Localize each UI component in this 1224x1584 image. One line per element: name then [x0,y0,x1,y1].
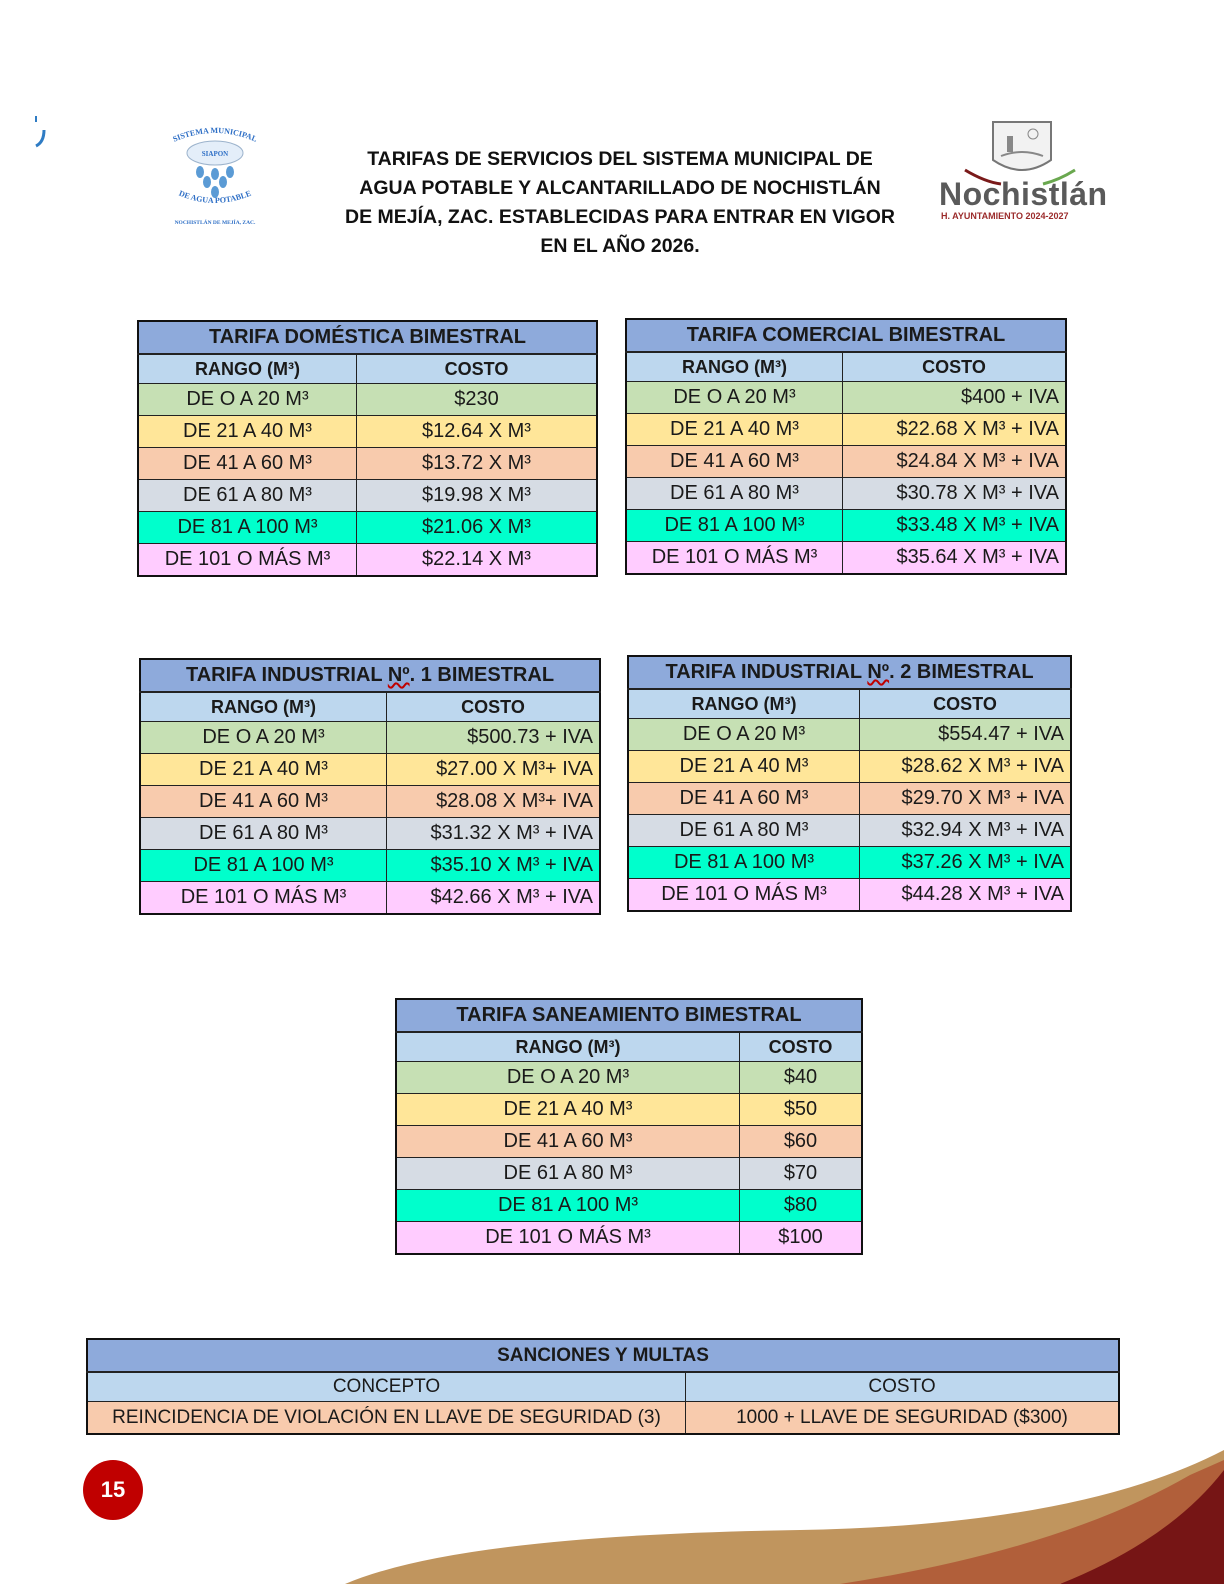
tarifa-comercial-table [625,318,1067,575]
table-title: TARIFA COMERCIAL BIMESTRAL [626,319,1066,352]
range-cell: DE 101 O MÁS M³ [626,542,843,575]
range-cell: DE 101 O MÁS M³ [628,879,860,912]
range-cell: DE 61 A 80 M³ [626,478,843,510]
table-row [628,847,1071,879]
column-header-range: RANGO (M³) [628,689,860,719]
concept-cell: REINCIDENCIA DE VIOLACIÓN EN LLAVE DE SEGURIDAD (3) [87,1402,686,1435]
table-row [396,1094,862,1126]
table-row [626,510,1066,542]
cost-cell: $19.98 X M³ [357,480,598,512]
range-cell: DE 81 A 100 M³ [396,1190,740,1222]
tarifa-industrial-2-table [627,655,1072,912]
cost-cell: $230 [357,384,598,416]
table-row [396,1062,862,1094]
cost-cell: $40 [740,1062,863,1094]
table-title: TARIFA SANEAMIENTO BIMESTRAL [396,999,862,1032]
range-cell: DE 101 O MÁS M³ [138,544,357,577]
cost-cell: $50 [740,1094,863,1126]
table-row [140,754,600,786]
table-row [396,1158,862,1190]
range-cell: DE 61 A 80 M³ [396,1158,740,1190]
cost-cell: $27.00 X M³+ IVA [387,754,601,786]
table-title: TARIFA INDUSTRIAL Nº. 2 BIMESTRAL [628,656,1071,689]
range-cell: DE 41 A 60 M³ [138,448,357,480]
table-row [138,448,597,480]
table-row [396,1222,862,1255]
cost-cell: $70 [740,1158,863,1190]
page-number-badge: 15 [83,1460,143,1520]
range-cell: DE 41 A 60 M³ [140,786,387,818]
range-cell: DE 81 A 100 M³ [140,850,387,882]
range-cell: DE O A 20 M³ [396,1062,740,1094]
table-row [140,882,600,915]
range-cell: DE 21 A 40 M³ [138,416,357,448]
column-header-range: RANGO (M³) [138,354,357,384]
sanciones-multas-table [86,1338,1120,1435]
cost-cell: $554.47 + IVA [860,719,1072,751]
table-row [396,1126,862,1158]
table-row [138,544,597,577]
cost-cell: $100 [740,1222,863,1255]
column-header-range: RANGO (M³) [396,1032,740,1062]
corner-mark-icon [30,112,50,152]
table-row [138,384,597,416]
column-header-concept: CONCEPTO [87,1372,686,1402]
page-title: TARIFAS DE SERVICIOS DEL SISTEMA MUNICIPAL DE AGUA POTABLE Y ALCANTARILLADO DE NOCHISTLÁN DE MEJÍA, ZAC. ESTABLECIDAS PARA ENTRAR EN VIGOR EN EL AÑO 2026. [345,148,896,257]
table-row [626,382,1066,414]
range-cell: DE 21 A 40 M³ [140,754,387,786]
table-row [628,751,1071,783]
table-row [396,1190,862,1222]
range-cell: DE 81 A 100 M³ [628,847,860,879]
cost-cell: $35.10 X M³ + IVA [387,850,601,882]
table-row [628,719,1071,751]
column-header-range: RANGO (M³) [626,352,843,382]
table-row [87,1402,1119,1435]
svg-text:SIAPON: SIAPON [201,150,229,158]
nochistlan-wordmark: Nochistlán [939,176,1108,212]
table-row [626,542,1066,575]
cost-cell: $22.68 X M³ + IVA [843,414,1067,446]
range-cell: DE 21 A 40 M³ [628,751,860,783]
table-row [140,818,600,850]
table-row [138,416,597,448]
column-header-range: RANGO (M³) [140,692,387,722]
range-cell: DE 101 O MÁS M³ [140,882,387,915]
column-header-cost: COSTO [387,692,601,722]
range-cell: DE O A 20 M³ [138,384,357,416]
table-row [626,478,1066,510]
table-row [138,480,597,512]
table-row [140,722,600,754]
cost-cell: $500.73 + IVA [387,722,601,754]
table-row [628,879,1071,912]
table-row [628,815,1071,847]
siapon-cloud-drops-icon [150,118,280,233]
range-cell: DE 81 A 100 M³ [626,510,843,542]
cost-cell: $30.78 X M³ + IVA [843,478,1067,510]
column-header-cost: COSTO [686,1372,1120,1402]
cost-cell: $31.32 X M³ + IVA [387,818,601,850]
cost-cell: $13.72 X M³ [357,448,598,480]
column-header-cost: COSTO [740,1032,863,1062]
cost-cell: $12.64 X M³ [357,416,598,448]
nochistlan-logo [935,118,1110,228]
range-cell: DE O A 20 M³ [628,719,860,751]
range-cell: DE O A 20 M³ [626,382,843,414]
range-cell: DE 101 O MÁS M³ [396,1222,740,1255]
svg-text:SISTEMA MUNICIPAL: SISTEMA MUNICIPAL [171,125,259,144]
cost-cell: $33.48 X M³ + IVA [843,510,1067,542]
tarifa-saneamiento-table [395,998,863,1255]
cost-cell: 1000 + LLAVE DE SEGURIDAD ($300) [686,1402,1120,1435]
range-cell: DE 21 A 40 M³ [396,1094,740,1126]
table-row [140,850,600,882]
table-row [626,414,1066,446]
cost-cell: $22.14 X M³ [357,544,598,577]
range-cell: DE 61 A 80 M³ [628,815,860,847]
cost-cell: $35.64 X M³ + IVA [843,542,1067,575]
table-title: TARIFA DOMÉSTICA BIMESTRAL [138,321,597,354]
cost-cell: $80 [740,1190,863,1222]
cost-cell: $37.26 X M³ + IVA [860,847,1072,879]
range-cell: DE 41 A 60 M³ [628,783,860,815]
cost-cell: $44.28 X M³ + IVA [860,879,1072,912]
cost-cell: $60 [740,1126,863,1158]
svg-text:DE AGUA POTABLE: DE AGUA POTABLE [177,188,253,206]
table-row [626,446,1066,478]
table-title: SANCIONES Y MULTAS [87,1339,1119,1372]
range-cell: DE 41 A 60 M³ [626,446,843,478]
cost-cell: $21.06 X M³ [357,512,598,544]
tarifa-industrial-1-table [139,658,601,915]
siapon-logo [150,118,280,233]
column-header-cost: COSTO [860,689,1072,719]
range-cell: DE 41 A 60 M³ [396,1126,740,1158]
table-row [140,786,600,818]
cost-cell: $32.94 X M³ + IVA [860,815,1072,847]
cost-cell: $42.66 X M³ + IVA [387,882,601,915]
range-cell: DE 21 A 40 M³ [626,414,843,446]
range-cell: DE 61 A 80 M³ [140,818,387,850]
svg-text:NOCHISTLÁN DE MEJÍA, ZAC.: NOCHISTLÁN DE MEJÍA, ZAC. [174,220,256,226]
column-header-cost: COSTO [843,352,1067,382]
range-cell: DE O A 20 M³ [140,722,387,754]
table-row [138,512,597,544]
column-header-cost: COSTO [357,354,598,384]
table-title: TARIFA INDUSTRIAL Nº. 1 BIMESTRAL [140,659,600,692]
decorative-swoosh-icon [0,1450,1224,1584]
range-cell: DE 61 A 80 M³ [138,480,357,512]
table-row [628,783,1071,815]
cost-cell: $28.08 X M³+ IVA [387,786,601,818]
tarifa-domestica-table [137,320,598,577]
ayuntamiento-subtitle: H. AYUNTAMIENTO 2024-2027 [941,211,1069,221]
range-cell: DE 81 A 100 M³ [138,512,357,544]
cost-cell: $29.70 X M³ + IVA [860,783,1072,815]
cost-cell: $28.62 X M³ + IVA [860,751,1072,783]
cost-cell: $24.84 X M³ + IVA [843,446,1067,478]
cost-cell: $400 + IVA [843,382,1067,414]
